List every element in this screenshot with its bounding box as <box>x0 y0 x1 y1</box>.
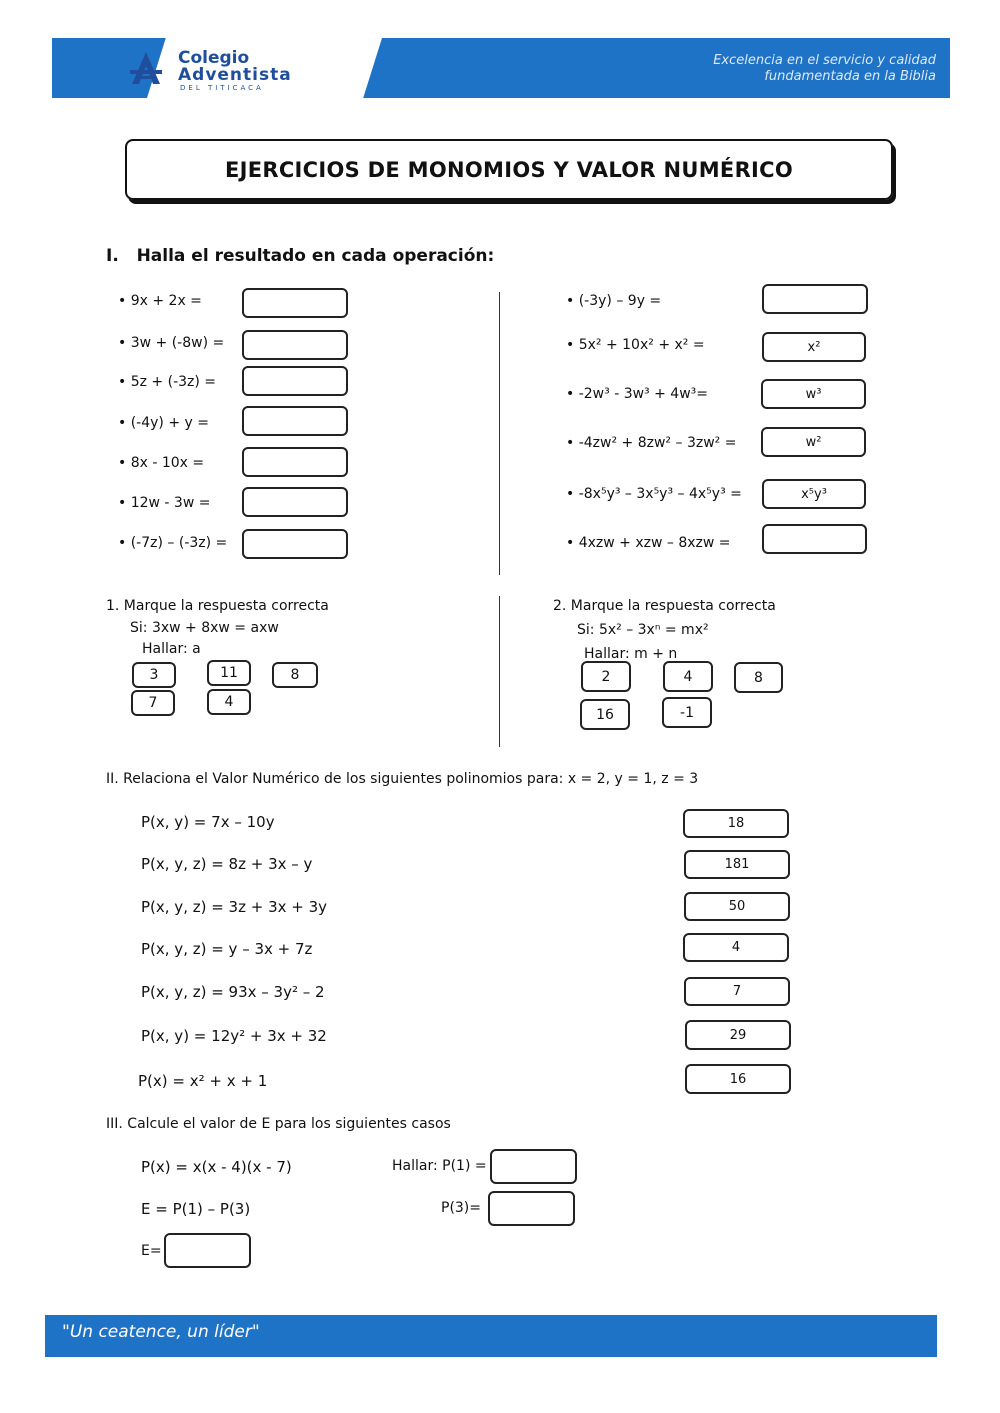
logo-line1: Colegio <box>178 48 250 68</box>
poly-3: P(x, y, z) = 3z + 3x + 3y <box>141 898 328 916</box>
answer-box-left-7[interactable] <box>242 529 348 559</box>
answer-box-right-2[interactable] <box>762 332 866 362</box>
q2-condition: Si: 5x² – 3xⁿ = mx² <box>577 622 709 638</box>
poly-4: P(x, y, z) = y – 3x + 7z <box>141 940 313 958</box>
section2-heading: II. Relaciona el Valor Numérico de los siguientes polinomios para: x = 2, y = 1, z = 3 <box>106 771 699 787</box>
left-item-3: • 5z + (-3z) = <box>118 374 216 390</box>
logo-line3: DEL TITICACA <box>180 84 264 92</box>
value-box-3[interactable]: 50 <box>684 892 790 921</box>
right-item-6: • 4xzw + xzw – 8xzw = <box>566 535 731 551</box>
left-item-7: • (-7z) – (-3z) = <box>118 535 227 551</box>
section3-e-formula: E = P(1) – P(3) <box>141 1200 251 1218</box>
value-box-2[interactable]: 181 <box>684 850 790 879</box>
e-answer-box[interactable] <box>164 1233 251 1268</box>
column-divider <box>499 292 500 575</box>
q2-find: Hallar: m + n <box>584 646 678 662</box>
page-title: EJERCICIOS DE MONOMIOS Y VALOR NUMÉRICO <box>125 139 893 200</box>
q1-title: 1. Marque la respuesta correcta <box>106 598 329 614</box>
left-item-6: • 12w - 3w = <box>118 495 210 511</box>
value-box-6[interactable]: 29 <box>685 1020 791 1050</box>
q2-option-3[interactable]: 8 <box>734 662 783 693</box>
answer-box-left-5[interactable] <box>242 447 348 477</box>
column-divider-2 <box>499 596 500 747</box>
poly-7: P(x) = x² + x + 1 <box>138 1072 268 1090</box>
value-box-1[interactable]: 18 <box>683 809 789 838</box>
left-item-5: • 8x - 10x = <box>118 455 204 471</box>
q2-option-2[interactable]: 4 <box>663 661 713 692</box>
right-item-2: • 5x² + 10x² + x² = <box>566 337 705 353</box>
slogan-line1: Excelencia en el servicio y calidad <box>713 53 936 68</box>
section1-heading-text: Halla el resultado en cada operación: <box>136 246 495 266</box>
p1-answer-box[interactable] <box>490 1149 577 1184</box>
q1-option-5[interactable]: 4 <box>207 689 251 715</box>
answer-box-right-1[interactable] <box>762 284 868 314</box>
answer-box-right-4[interactable] <box>761 427 866 457</box>
left-item-2: • 3w + (-8w) = <box>118 335 224 351</box>
value-box-4[interactable]: 4 <box>683 933 789 962</box>
q1-condition: Si: 3xw + 8xw = axw <box>130 620 279 636</box>
answer-box-left-6[interactable] <box>242 487 348 517</box>
right-item-4: • -4zw² + 8zw² – 3zw² = <box>566 435 736 451</box>
q2-option-4[interactable]: 16 <box>580 699 630 730</box>
value-box-5[interactable]: 7 <box>684 977 790 1006</box>
hint-right-5: x⁵y³ <box>801 486 827 502</box>
poly-6: P(x, y) = 12y² + 3x + 32 <box>141 1027 327 1045</box>
q1-option-1[interactable]: 3 <box>132 662 176 688</box>
section3-poly: P(x) = x(x - 4)(x - 7) <box>141 1158 292 1176</box>
q1-option-4[interactable]: 7 <box>131 690 175 716</box>
q1-find: Hallar: a <box>142 641 201 657</box>
hint-right-4: w² <box>805 434 822 450</box>
value-box-7[interactable]: 16 <box>685 1064 791 1094</box>
poly-1: P(x, y) = 7x – 10y <box>141 813 275 831</box>
answer-box-right-5[interactable] <box>762 479 866 509</box>
left-item-1: • 9x + 2x = <box>118 293 202 309</box>
q2-option-5[interactable]: -1 <box>662 697 712 728</box>
answer-box-left-1[interactable] <box>242 288 348 318</box>
section1-heading <box>106 246 494 266</box>
answer-box-left-2[interactable] <box>242 330 348 360</box>
poly-5: P(x, y, z) = 93x – 3y² – 2 <box>141 983 325 1001</box>
section3-e-label: E= <box>141 1243 162 1259</box>
slogan-line2: fundamentada en la Biblia <box>764 69 936 84</box>
q1-option-2[interactable]: 11 <box>207 660 251 686</box>
right-item-3: • -2w³ - 3w³ + 4w³= <box>566 386 708 402</box>
p3-answer-box[interactable] <box>488 1191 575 1226</box>
hint-right-3: w³ <box>805 386 822 402</box>
q2-title: 2. Marque la respuesta correcta <box>553 598 776 614</box>
answer-box-left-4[interactable] <box>242 406 348 436</box>
hint-right-2: x² <box>807 339 821 355</box>
school-logo-icon <box>128 50 164 86</box>
section3-p1-label: Hallar: P(1) = <box>392 1158 487 1174</box>
section3-heading: III. Calcule el valor de E para los siguientes casos <box>106 1116 451 1132</box>
answer-box-right-3[interactable] <box>761 379 866 409</box>
left-item-4: • (-4y) + y = <box>118 415 209 431</box>
right-item-1: • (-3y) – 9y = <box>566 293 661 309</box>
answer-box-left-3[interactable] <box>242 366 348 396</box>
section3-p3-label: P(3)= <box>441 1200 482 1216</box>
answer-box-right-6[interactable] <box>762 524 867 554</box>
poly-2: P(x, y, z) = 8z + 3x – y <box>141 855 313 873</box>
section1-number: I. <box>106 246 119 266</box>
q1-option-3[interactable]: 8 <box>272 662 318 688</box>
q2-option-1[interactable]: 2 <box>581 661 631 692</box>
logo-line2: Adventista <box>178 65 292 85</box>
footer-motto: "Un ceatence, un líder" <box>62 1322 260 1342</box>
right-item-5: • -8x⁵y³ – 3x⁵y³ – 4x⁵y³ = <box>566 486 742 502</box>
